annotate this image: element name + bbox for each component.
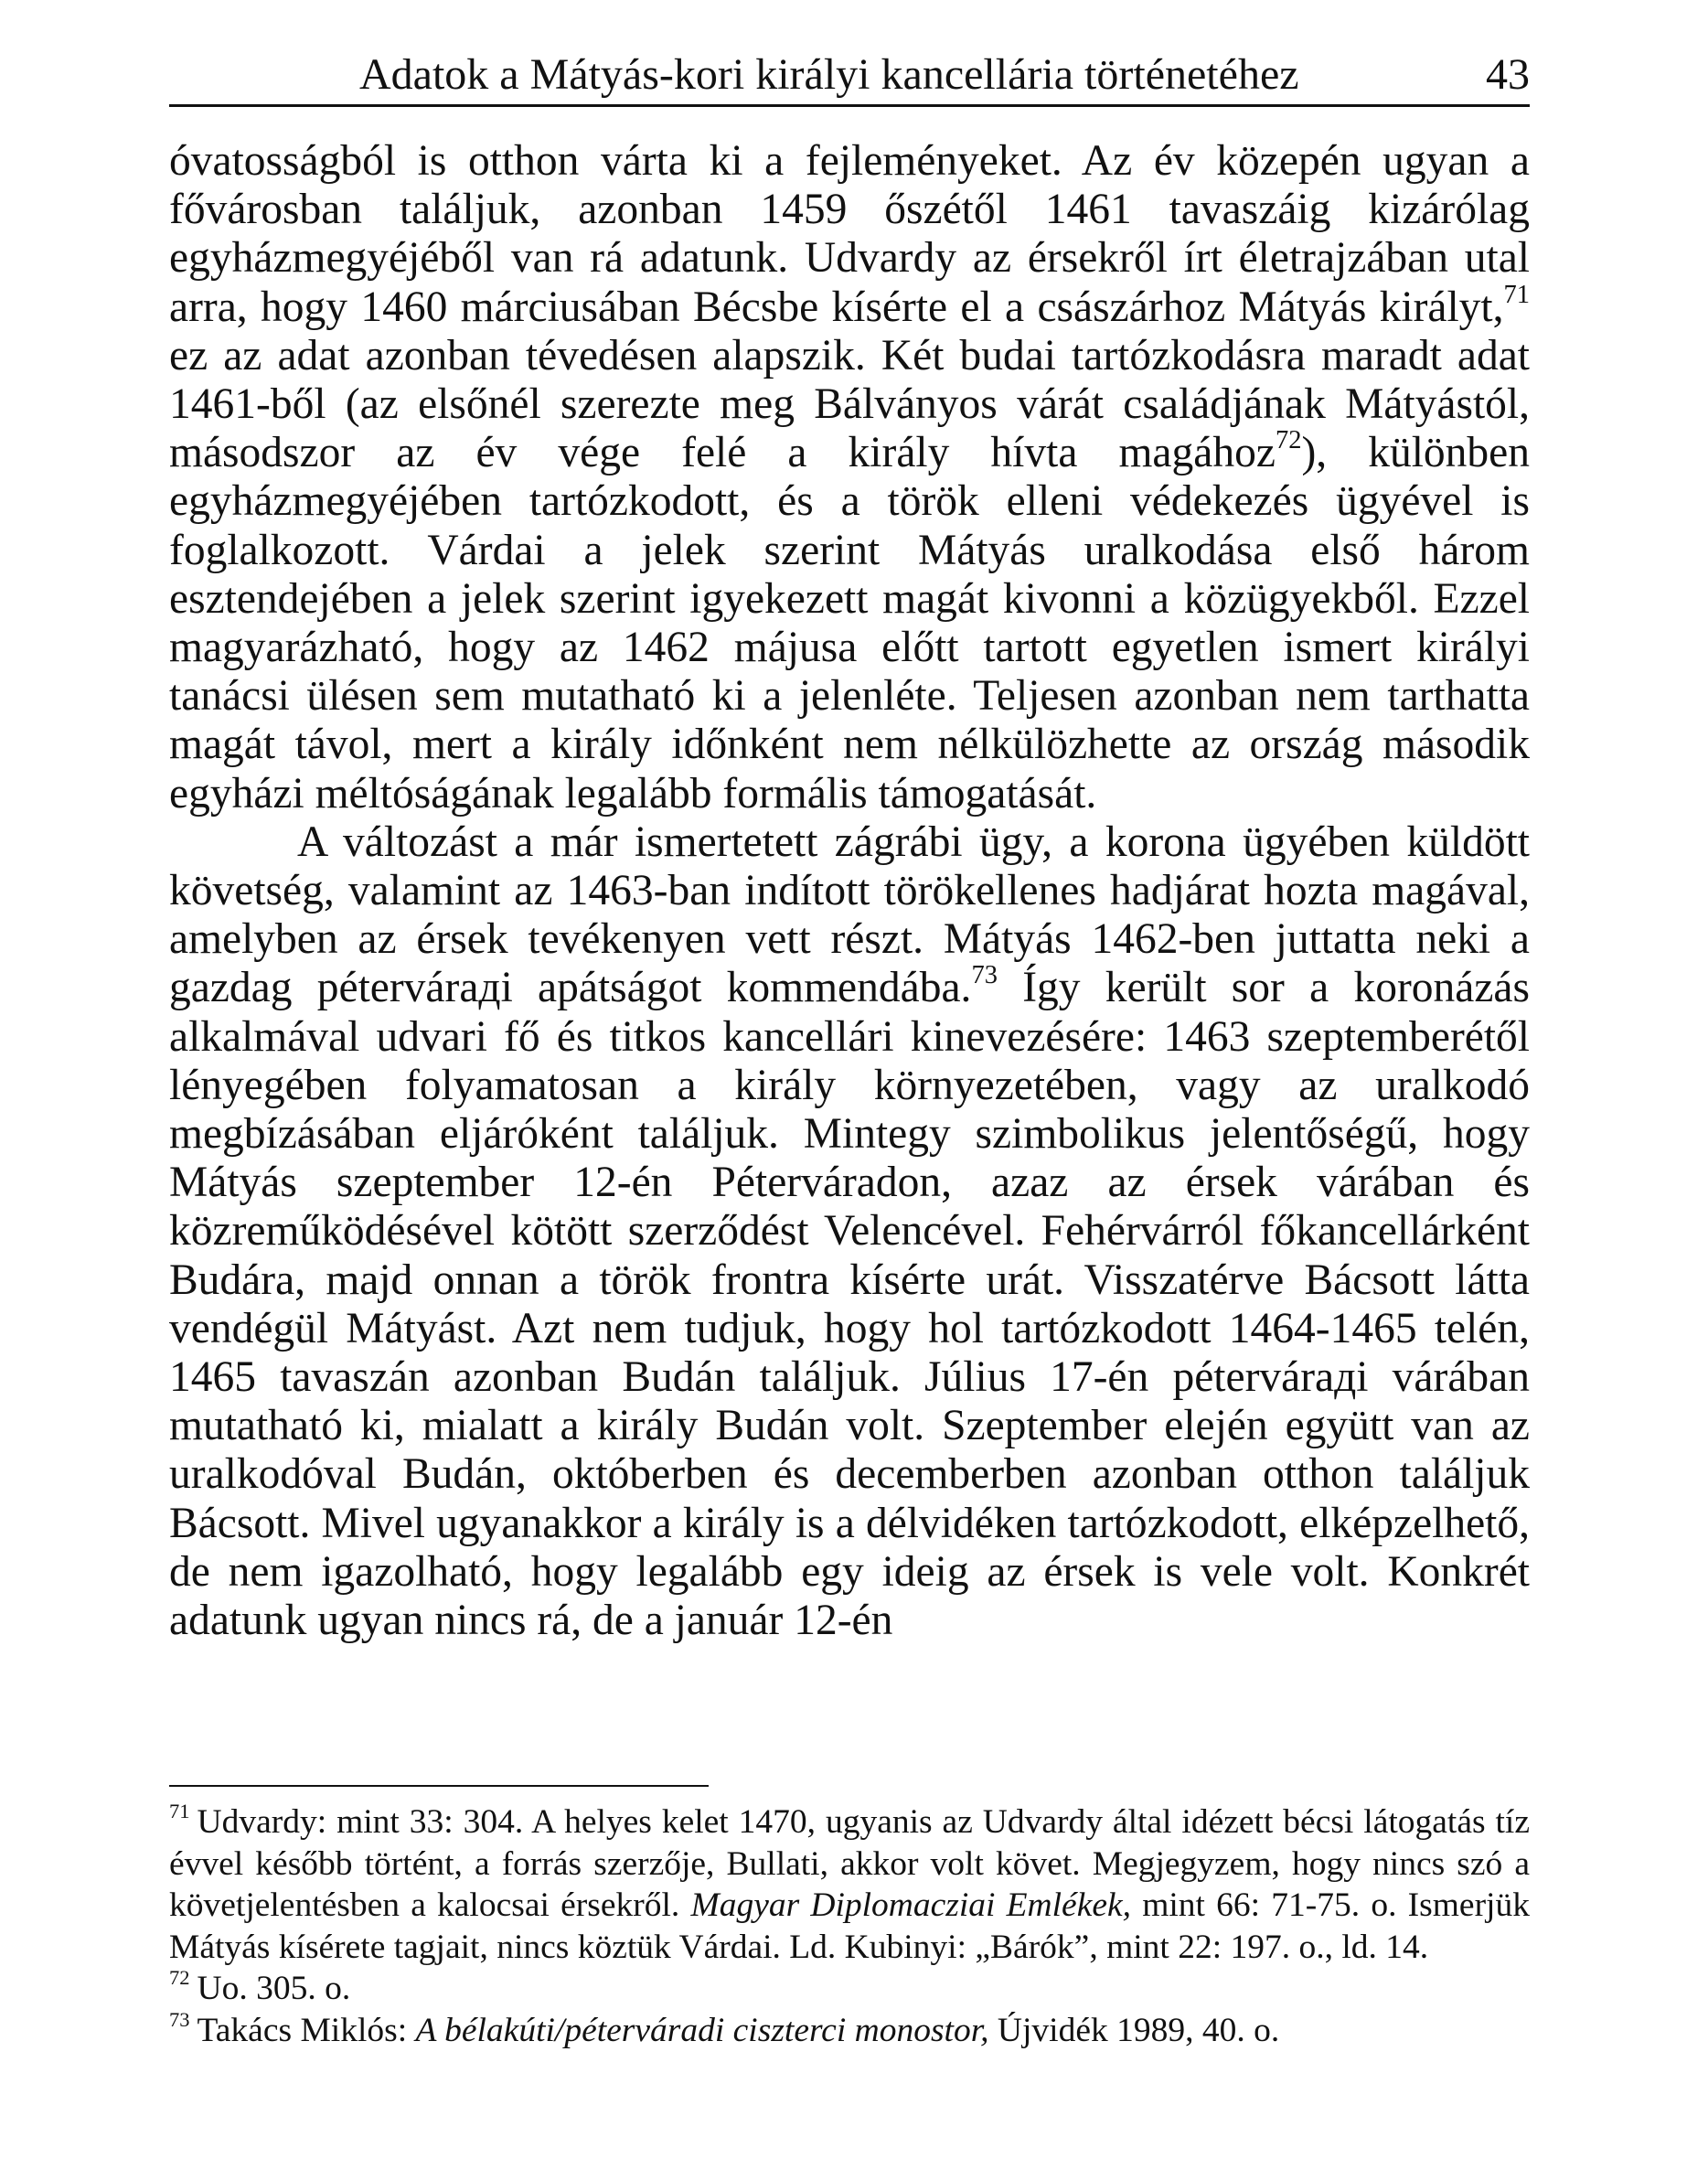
paragraph-2 (169, 818, 1530, 1645)
footnote-73 (169, 2007, 1530, 2052)
footnote-ref-73[interactable]: 73 (971, 961, 998, 990)
footnote-71-text-a: Udvardy: mint 33: 304. A helyes kelet 1470, ugyanis az Udvardy által idézett bécsi látogatás tíz évvel később történt, a forrás szerzője, Bullati, akkor volt követ. Megjegyzem, hogy nincs szó a követjelentésben a kalocsai érsekről. (169, 1803, 1530, 1924)
header-rule (169, 104, 1530, 107)
page-number: 43 (1486, 50, 1530, 99)
footnote-72-text: Uo. 305. o. (197, 1970, 351, 2007)
footnotes (169, 1801, 1530, 2051)
paragraph-2-text-a: A változást a már ismertetett zágrábi ügy, a korona ügyében küldött követség, valamint az 1463-ban indított törökellenes hadjárat hozta magával, amelyben az érsek tevékenyen vett részt. Mátyás 1462-ben juttatta neki a gazdag pétervárадi apátságot kommendába. (169, 818, 1530, 1012)
footnote-73-text-a: Takács Miklós: (197, 2011, 416, 2049)
footnote-71 (169, 1801, 1530, 1968)
footnote-71-text-b: mint 66: 71-75. o. Ismerjük Mátyás kísérete tagjait, nincs köztük Várdai. Ld. Kubinyi: „Bárók”, mint 22: 197. o., ld. 14. (169, 1886, 1530, 1966)
footnote-number-72: 72 (169, 1966, 190, 1990)
paragraph-2-text-b: Így került sor a koronázás alkalmával udvari fő és titkos kancellári kinevezésére: 1463 szeptemberétől lényegében folyamatosan a király környezetében, vagy az uralkodó megbízásában eljáróként találjuk. Mintegy szimbolikus jelentőségű, hogy Mátyás szeptember 12-én Péterváradon, azaz az érsek várában és közreműködésével kötött szerződést Velencével. Fehérvárról főkancellárként Budára, majd onnan a török frontra kísérte urát. Visszatérve Bácsott látta vendégül Mátyást. Azt nem tudjuk, hogy hol tartózkodott 1464-1465 telén, 1465 tavaszán azonban Budán találjuk. Július 17-én pétervárадi várában mutatható ki, mialatt a király Budán volt. Szeptember elején együtt van az uralkodóval Budán, októberben és decemberben azonban otthon találjuk Bácsott. Mivel ugyanakkor a király is a délvidéken tartózkodott, elképzelhető, de nem igazolható, hogy legalább egy ideig az érsek is vele volt. Konkrét adatunk ugyan nincs rá, de a január 12-én (169, 964, 1530, 1645)
body-text (169, 137, 1530, 1645)
footnote-73-italic-title: A bélakúti/péterváradi ciszterci monostor, (415, 2011, 989, 2049)
running-title: Adatok a Mátyás-kori királyi kancellária történetéhez (359, 50, 1299, 99)
paragraph-1-text-c: ), különben egyházmegyéjében tartózkodott, és a török elleni védekezés ügyével is foglalkozott. Várdai a jelek szerint Mátyás uralkodása első három esztendejében a jelek szerint igyekezett magát kivonni a közügyekből. Ezzel magyarázható, hogy az 1462 májusa előtt tartott egyetlen ismert királyi tanácsi ülésen sem mutatható ki a jelenléte. Teljesen azonban nem tarthatta magát távol, mert a király időnként nem nélkülözhette az ország második egyházi méltóságának legalább formális támogatását. (169, 429, 1530, 818)
footnote-number-71: 71 (169, 1800, 190, 1823)
paragraph-1-text-b: ez az adat azonban tévedésen alapszik. Két budai tartózkodásra maradt adat 1461-ből (az elsőnél szerezte meg Bálványos várát családjának Mátyástól, másodszor az év vége felé a király hívta magához (169, 331, 1530, 477)
footnote-73-text-b: Újvidék 1989, 40. o. (988, 2011, 1280, 2049)
footnote-separator (169, 1785, 709, 1787)
footnote-72 (169, 1968, 1530, 2010)
footnote-ref-71[interactable]: 71 (1503, 280, 1530, 309)
footnote-ref-72[interactable]: 72 (1275, 426, 1302, 455)
paragraph-1-text-a: óvatosságból is otthon várta ki a fejleményeket. Az év közepén ugyan a fővárosban találjuk, azonban 1459 őszétől 1461 tavaszáig kizárólag egyházmegyéjéből van rá adatunk. Udvardy az érsekről írt életrajzában utal arra, hogy 1460 márciusában Bécsbe kísérte el a császárhoz Mátyás királyt, (169, 137, 1530, 331)
footnote-71-italic-title: Magyar Diplomacziai Emlékek, (690, 1886, 1132, 1924)
running-header (169, 46, 1530, 110)
paragraph-1 (169, 137, 1530, 818)
footnote-number-73: 73 (169, 2007, 190, 2031)
